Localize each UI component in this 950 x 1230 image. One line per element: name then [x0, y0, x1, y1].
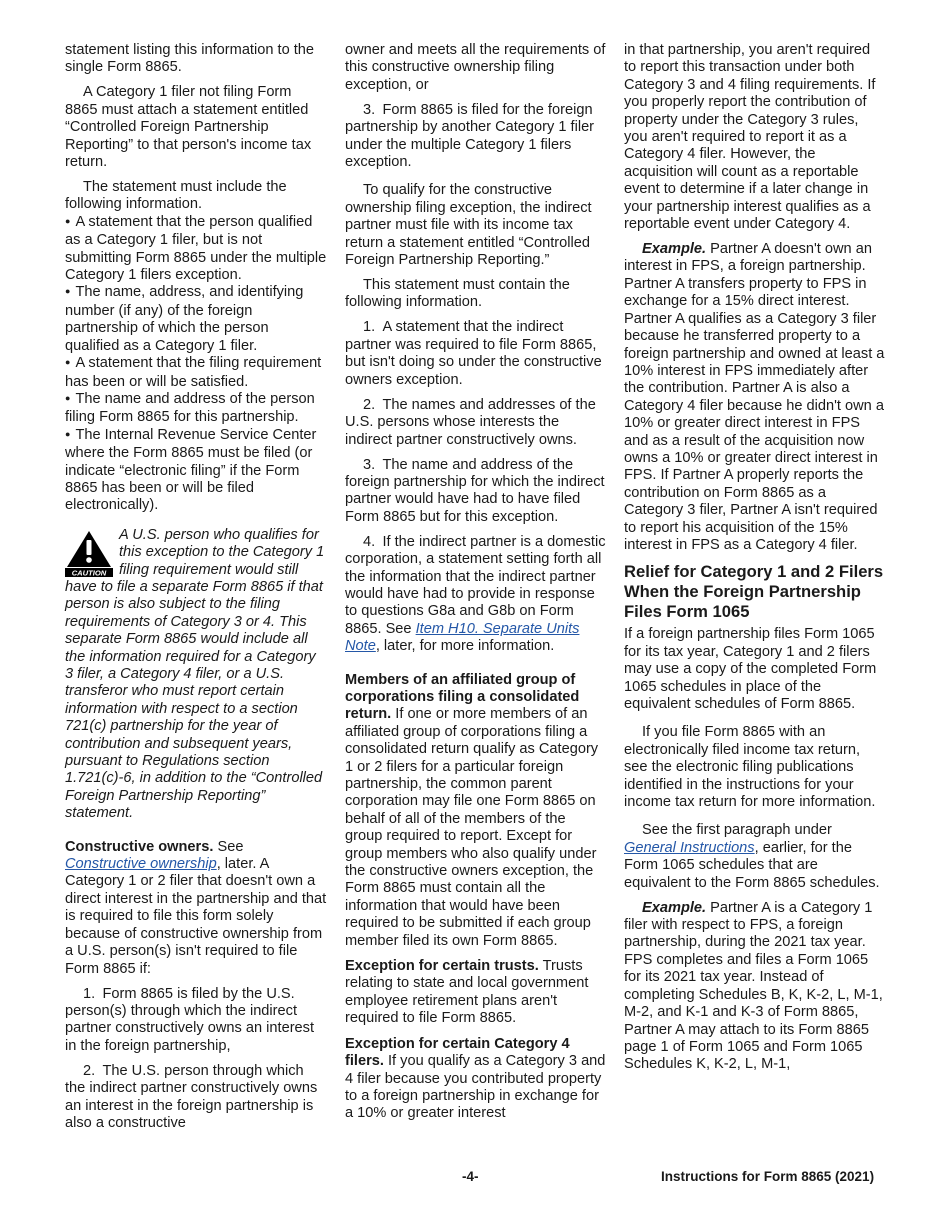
bullet-item: ● A statement that the filing requirement has been or will be satisfied.: [65, 355, 327, 391]
text: Partner A is a Category 1 filer with respect to FPS, a foreign partnership, during the 2021 tax year. FPS completes and files a Form 1065 for its 2021 tax year. Instead of completing Schedules B, K, K-2, L, M-1, M-2, and K-1 and K-3 of Form 8865, Partner A may attach to its Form 8865 page 1 of Form 1065 and Form 1065 Schedules K, K-2, L, M-1,: [624, 899, 883, 1073]
text: Partner A doesn't own an interest in FPS, a foreign partnership. Partner A transfers property to FPS in exchange for a 15% direct interest. Partner A qualifies as a Category 3 filer because he transferred property to a foreign partnership and owned at least a 10% interest in FPS immediately after the contribution. Partner A is also a Category 4 filer because he didn't own a 10% or greater direct interest in FPS and as a result of the acquisition now owns a 10% or greater direct interest in FPS. If Partner A properly reports the contribution on Form 8865 as a Category 3 filer, Partner A isn't required to report his acquisition of the 15% interest in FPS as a Category 4 filer.: [624, 241, 885, 553]
example-label: Example.: [642, 899, 707, 916]
column-3: [624, 42, 886, 1081]
paragraph: [65, 839, 327, 978]
paragraph: A Category 1 filer not filing Form 8865 must attach a statement entitled “Controlled Foreign Partnership Reporting” to that person's income tax return.: [65, 84, 312, 171]
paragraph: owner and meets all the requirements of this constructive ownership filing exception, or: [345, 42, 606, 93]
text: 4. If the indirect partner is a domestic corporation, a statement setting forth all the information that the indirect partner would have had to provide in response to questions G8a and G8b on Form 8865. See: [345, 533, 606, 637]
text: See: [217, 838, 244, 855]
paragraph: [624, 241, 886, 554]
general-instructions-link[interactable]: General Instructions: [624, 839, 755, 856]
text: , later, for more information.: [375, 638, 555, 655]
paragraph: [624, 900, 886, 1074]
text: , earlier, for the Form 1065 schedules that are equivalent to the Form 8865 schedules.: [624, 839, 880, 891]
list-item: 2. The U.S. person through which the indirect partner constructively owns an interest in the foreign partnership is also a constructive: [65, 1062, 318, 1131]
paragraph: The statement must include the following information.: [65, 179, 287, 213]
example-label: Example.: [642, 241, 707, 258]
run-in-heading: Exception for certain trusts.: [345, 958, 539, 975]
column-1: [65, 42, 327, 1140]
page-number: -4-: [462, 1169, 479, 1184]
paragraph: [624, 822, 886, 892]
paragraph: statement listing this information to the single Form 8865.: [65, 42, 315, 76]
column-2: [345, 42, 607, 1130]
caution-note: [65, 527, 327, 823]
list-item: 1. A statement that the indirect partner was required to file Form 8865, but isn't doing so under the constructive owners exception.: [345, 319, 602, 388]
bullet-item: ● The Internal Revenue Service Center where the Form 8865 must be filed (or indicate “electronic filing” if the Form 8865 has been or will be filed electronically).: [65, 427, 327, 515]
list-item: 2. The names and addresses of the U.S. persons whose interests the indirect partner constructively owns.: [345, 396, 596, 448]
paragraph: This statement must contain the following information.: [345, 277, 570, 311]
paragraph: [345, 1036, 607, 1123]
run-in-heading: Exception for certain Category 4 filers.: [345, 1035, 570, 1070]
text: If you qualify as a Category 3 and 4 filer because you contributed property to a foreign partnership in exchange for a 10% or greater interest: [345, 1053, 606, 1122]
list-item: 3. Form 8865 is filed for the foreign partnership by another Category 1 filer under the multiple Category 1 filers exception.: [345, 101, 595, 171]
list-item: 3. The name and address of the foreign partnership for which the indirect partner would have had to have filed Form 8865 but for this exception.: [345, 456, 605, 525]
bullet-item: ● The name and address of the person filing Form 8865 for this partnership.: [65, 391, 327, 427]
text: , later. A Category 1 or 2 filer that doesn't own a direct interest in the partnership and that is required to file this form solely because of constructive ownership from a U.S. person(s) isn't required to file Form 8865 if:: [65, 856, 327, 977]
text: If one or more members of an affiliated group of corporations filing a consolidated return qualify as Category 1 or 2 filers for a particular foreign partnership, the common parent corporation may file one Form 8865 on behalf of all of the members of the group required to report. Except for group members who also qualify under the constructive owners exception, the Form 8865 must contain all the information that would have been required to be submitted if each group member filed its own Form 8865.: [345, 706, 599, 949]
bullet-item: ● A statement that the person qualified as a Category 1 filer, but is not submitting Form 8865 under the multiple Category 1 filers exception.: [65, 214, 327, 285]
caution-label: CAUTION: [71, 568, 107, 577]
paragraph: If a foreign partnership files Form 1065 for its tax year, Category 1 and 2 filers may use a copy of the completed Form 1065 schedules in place of the equivalent schedules of Form 8865.: [624, 626, 877, 712]
paragraph: [345, 672, 607, 951]
list-item: 1. Form 8865 is filed by the U.S. person(s) through which the indirect partner constructively owns an interest in the foreign partnership,: [65, 985, 315, 1054]
constructive-ownership-link[interactable]: Constructive ownership: [65, 856, 217, 873]
caution-text: A U.S. person who qualifies for this exception to the Category 1 filing requirement would still have to file a separate Form 8865 if that person is also subject to the filing requirements of Category 3 or 4. This separate Form 8865 would include all the information required for a Category 3 filer, a Category 4 filer, or a U.S. transferor who must report certain information with respect to a section 721(c) partnership for the year of contribution and subsequent years, pursuant to Regulations section 1.721(c)-6, in addition to the “Controlled Foreign Partnership Reporting” statement.: [65, 526, 325, 822]
form-reference: Instructions for Form 8865 (2021): [661, 1169, 875, 1184]
section-heading: Relief for Category 1 and 2 Filers When the Foreign Partnership Files Form 1065: [624, 562, 884, 622]
run-in-heading: Members of an affiliated group of corporations filing a consolidated return.: [345, 671, 580, 723]
text: See the first paragraph under: [642, 822, 832, 839]
list-item: [345, 534, 607, 656]
bullet-item: ● The name, address, and identifying number (if any) of the foreign partnership of which the person qualified as a Category 1 filer.: [65, 284, 327, 355]
caution-icon: [65, 529, 113, 577]
paragraph: [345, 958, 607, 1028]
item-h10-link[interactable]: Item H10. Separate Units Note: [345, 620, 580, 655]
paragraph: If you file Form 8865 with an electronically filed income tax return, see the electronic filing publications identified in the instructions for your income tax return for more information.: [624, 724, 876, 811]
paragraph: in that partnership, you aren't required to report this transaction under both Category 3 and 4 filing requirements. If you properly report the contribution of property under the Category 3 rules, you aren't required to report it as a Category 4 filer. However, the acquisition will count as a reportable event to determine if a later change in your partnership interest qualifies as a reportable event under Category 4.: [624, 42, 876, 233]
paragraph: To qualify for the constructive ownership filing exception, the indirect partner must file with its income tax return a statement entitled “Controlled Foreign Partnership Reporting.”: [345, 182, 592, 269]
run-in-heading: Constructive owners.: [65, 838, 214, 855]
text: Trusts relating to state and local government employee retirement plans aren't required to file Form 8865.: [345, 958, 589, 1027]
